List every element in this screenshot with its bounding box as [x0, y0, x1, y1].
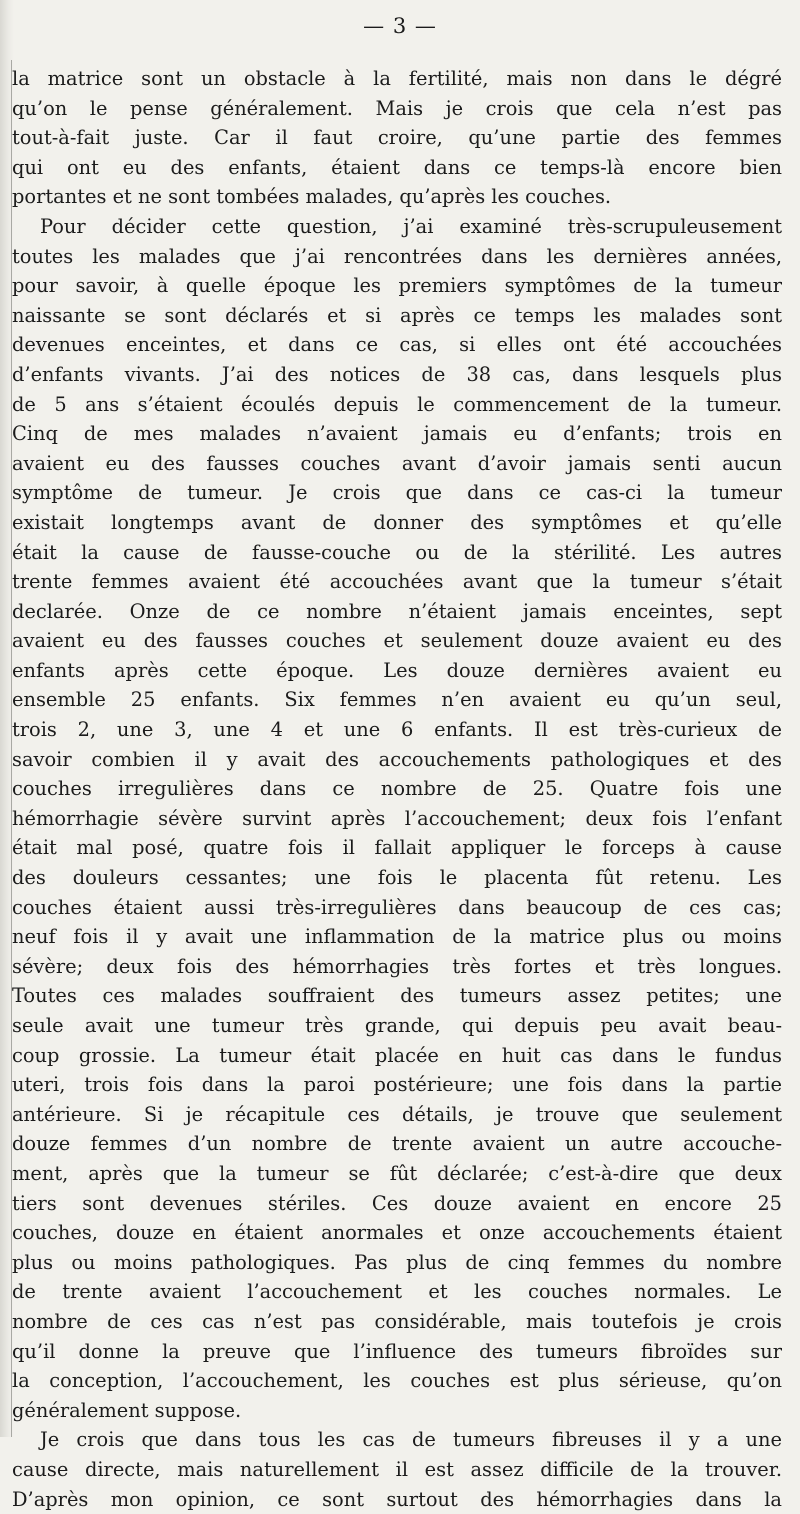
text-line: neuf fois il y avait une inflammation de la matrice plus ou moins: [12, 922, 782, 952]
text-line: de trente avaient l’accouchement et les couches normales. Le: [12, 1277, 782, 1307]
text-line: symptôme de tumeur. Je crois que dans ce cas-ci la tumeur: [12, 478, 782, 508]
text-line: pour savoir, à quelle époque les premiers symptômes de la tumeur: [12, 271, 782, 301]
text-line: Pour décider cette question, j’ai examiné très-scrupuleusement: [12, 212, 782, 242]
text-line: coup grossie. La tumeur était placée en huit cas dans le fundus: [12, 1041, 782, 1071]
text-line: nombre de ces cas n’est pas considérable, mais toutefois je crois: [12, 1307, 782, 1337]
text-line: plus ou moins pathologiques. Pas plus de cinq femmes du nombre: [12, 1248, 782, 1278]
text-line: douze femmes d’un nombre de trente avaient un autre accouche-: [12, 1129, 782, 1159]
text-line: savoir combien il y avait des accouchements pathologiques et des: [12, 745, 782, 775]
text-line: Je crois que dans tous les cas de tumeurs fibreuses il y a une: [12, 1425, 782, 1455]
text-line: antérieure. Si je récapitule ces détails, je trouve que seulement: [12, 1100, 782, 1130]
text-line: D’après mon opinion, ce sont surtout des hémorrhagies dans la: [12, 1485, 782, 1514]
text-line: Toutes ces malades souffraient des tumeurs assez petites; une: [12, 981, 782, 1011]
text-line: toutes les malades que j’ai rencontrées dans les dernières années,: [12, 242, 782, 272]
text-line: declarée. Onze de ce nombre n’étaient jamais enceintes, sept: [12, 597, 782, 627]
text-line: ensemble 25 enfants. Six femmes n’en avaient eu qu’un seul,: [12, 685, 782, 715]
text-line: était la cause de fausse-couche ou de la stérilité. Les autres: [12, 538, 782, 568]
text-line: Cinq de mes malades n’avaient jamais eu d’enfants; trois en: [12, 419, 782, 449]
text-line: qu’on le pense généralement. Mais je crois que cela n’est pas: [12, 94, 782, 124]
text-line: avaient eu des fausses couches et seulement douze avaient eu des: [12, 626, 782, 656]
text-line: portantes et ne sont tombées malades, qu’après les couches.: [12, 182, 782, 212]
text-line: devenues enceintes, et dans ce cas, si elles ont été accouchées: [12, 330, 782, 360]
body-text: [12, 64, 782, 1514]
text-line: qui ont eu des enfants, étaient dans ce temps-là encore bien: [12, 153, 782, 183]
text-line: couches, douze en étaient anormales et onze accouchements étaient: [12, 1218, 782, 1248]
text-line: uteri, trois fois dans la paroi postérieure; une fois dans la partie: [12, 1070, 782, 1100]
text-line: généralement suppose.: [12, 1396, 782, 1426]
text-line: tout-à-fait juste. Car il faut croire, qu’une partie des femmes: [12, 123, 782, 153]
text-line: d’enfants vivants. J’ai des notices de 38 cas, dans lesquels plus: [12, 360, 782, 390]
text-line: la matrice sont un obstacle à la fertilité, mais non dans le dégré: [12, 64, 782, 94]
text-line: ment, après que la tumeur se fût déclarée; c’est-à-dire que deux: [12, 1159, 782, 1189]
text-line: trente femmes avaient été accouchées avant que la tumeur s’était: [12, 567, 782, 597]
text-line: tiers sont devenues stériles. Ces douze avaient en encore 25: [12, 1189, 782, 1219]
text-line: hémorrhagie sévère survint après l’accouchement; deux fois l’enfant: [12, 804, 782, 834]
text-line: avaient eu des fausses couches avant d’avoir jamais senti aucun: [12, 449, 782, 479]
text-line: de 5 ans s’étaient écoulés depuis le commencement de la tumeur.: [12, 390, 782, 420]
text-line: la conception, l’accouchement, les couches est plus sérieuse, qu’on: [12, 1366, 782, 1396]
text-line: trois 2, une 3, une 4 et une 6 enfants. Il est très-curieux de: [12, 715, 782, 745]
text-line: existait longtemps avant de donner des symptômes et qu’elle: [12, 508, 782, 538]
text-line: qu’il donne la preuve que l’influence des tumeurs fibroïdes sur: [12, 1337, 782, 1367]
text-line: sévère; deux fois des hémorrhagies très fortes et très longues.: [12, 952, 782, 982]
text-line: couches irregulières dans ce nombre de 25. Quatre fois une: [12, 774, 782, 804]
text-line: était mal posé, quatre fois il fallait appliquer le forceps à cause: [12, 833, 782, 863]
text-line: des douleurs cessantes; une fois le placenta fût retenu. Les: [12, 863, 782, 893]
page-number: — 3 —: [0, 14, 800, 38]
text-line: enfants après cette époque. Les douze dernières avaient eu: [12, 656, 782, 686]
text-line: naissante se sont déclarés et si après ce temps les malades sont: [12, 301, 782, 331]
text-line: cause directe, mais naturellement il est assez difficile de la trouver.: [12, 1455, 782, 1485]
text-line: couches étaient aussi très-irregulières dans beaucoup de ces cas;: [12, 893, 782, 923]
text-line: seule avait une tumeur très grande, qui depuis peu avait beau-: [12, 1011, 782, 1041]
